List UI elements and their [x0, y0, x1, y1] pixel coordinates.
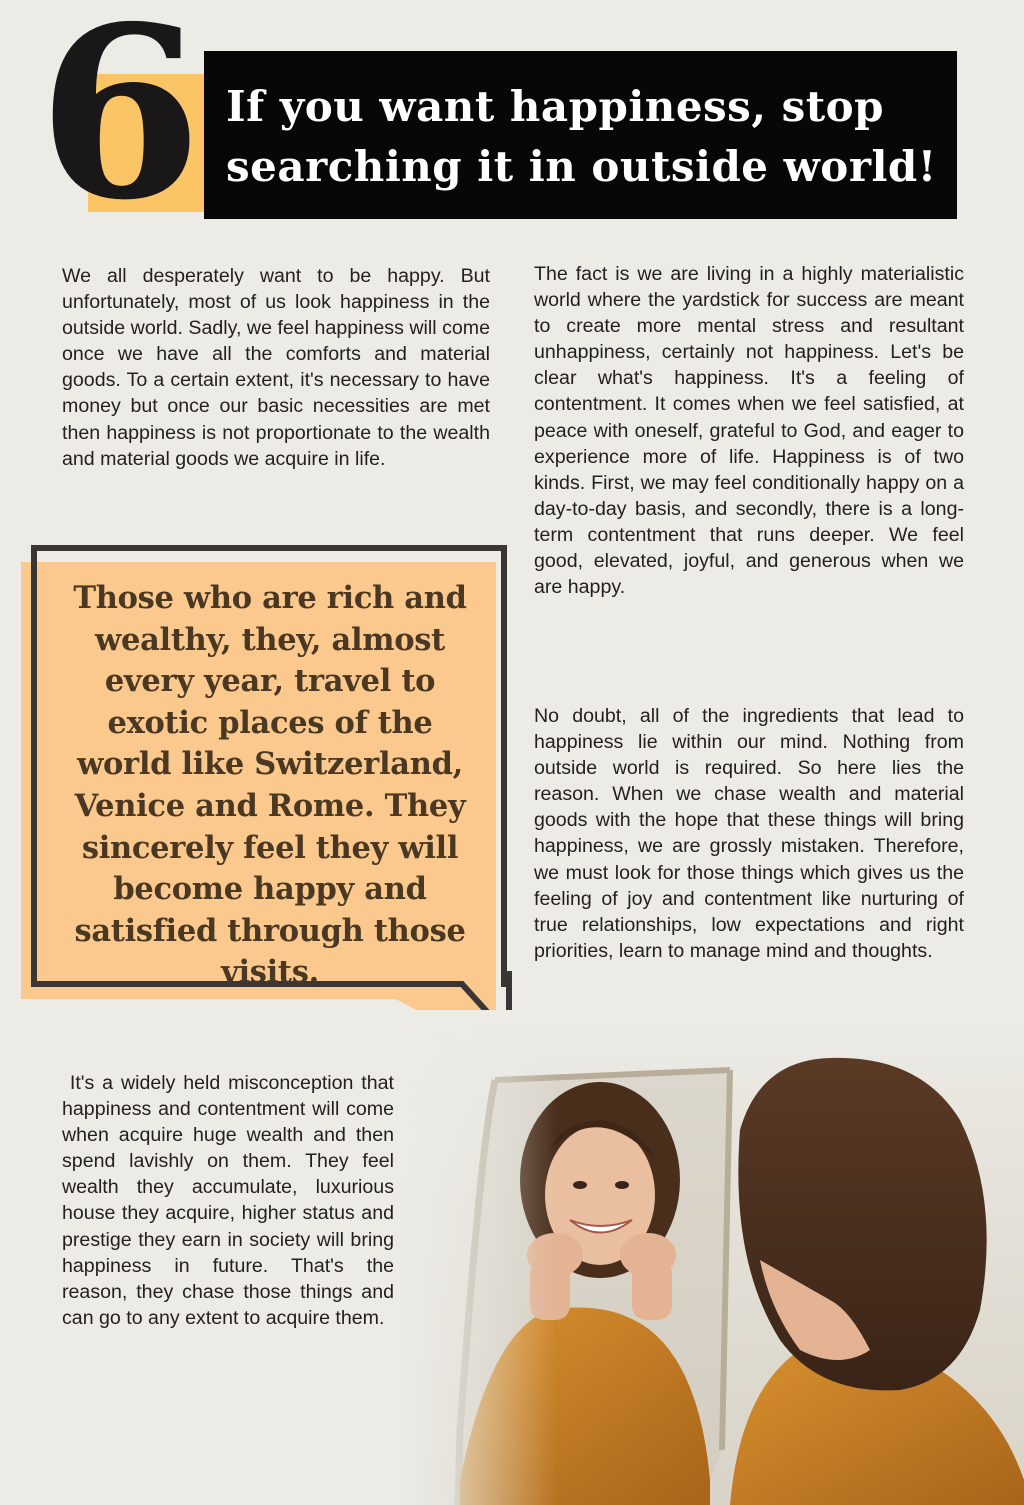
pull-quote-text: Those who are rich and wealthy, they, almost every year, travel to exotic places of the world like Switzerland, Venice and Rome. They sincerely feel they will become happy and satisfied through those visits. [73, 580, 467, 991]
body-paragraph-right-2: No doubt, all of the ingredients that lead to happiness lie within our mind. Nothing from outside world is required. So here lies the reason. When we chase wealth and material goods with the hope that these things will bring happiness, we are grossly mistaken. Therefore, we must look for those things which gives us the feeling of joy and contentment like nurturing of true relationships, low expectations and right priorities, learn to manage mind and thoughts. [534, 705, 964, 962]
title-bar [204, 51, 957, 219]
body-paragraph-right-1: The fact is we are living in a highly materialistic world where the yardstick for success are meant to create more mental stress and resultant unhappiness, certainly not happiness. Let's be clear what's happiness. It's a feeling of contentment. It comes when we feel satisfied, at peace with oneself, grateful to God, and eager to experience more of life. Happiness is of two kinds. First, we may feel conditionally happy on a day-to-day basis, and secondly, there is a long-term contentment that runs deeper. We feel good, elevated, joyful, and generous when we are happy. [534, 263, 964, 599]
body-paragraph-left-2: It's a widely held misconception that happiness and contentment will come when acquire huge wealth and then spend lavishly on them. They feel wealth they accumulate, luxurious house they acquire, higher status and prestige they earn in society will bring happiness in future. That's the reason, they chase those things and can go to any extent to acquire them. [62, 1072, 400, 1329]
section-number: 6 [37, 0, 199, 252]
photo-illustration [400, 1010, 1024, 1505]
title-line-2: searching it in outside world! [226, 142, 937, 191]
title-line-1: If you want happiness, stop [226, 82, 884, 131]
body-paragraph-left-1: We all desperately want to be happy. But unfortunately, most of us look happiness in the outside world. Sadly, we feel happiness will come once we have all the comforts and material goods. To a certain extent, it's necessary to have money but once our basic necessities are met then happiness is not proportionate to the wealth and material goods we acquire in life. [62, 265, 490, 470]
section-number-badge [28, 0, 208, 252]
woman-mirror-photo [400, 1010, 1024, 1505]
